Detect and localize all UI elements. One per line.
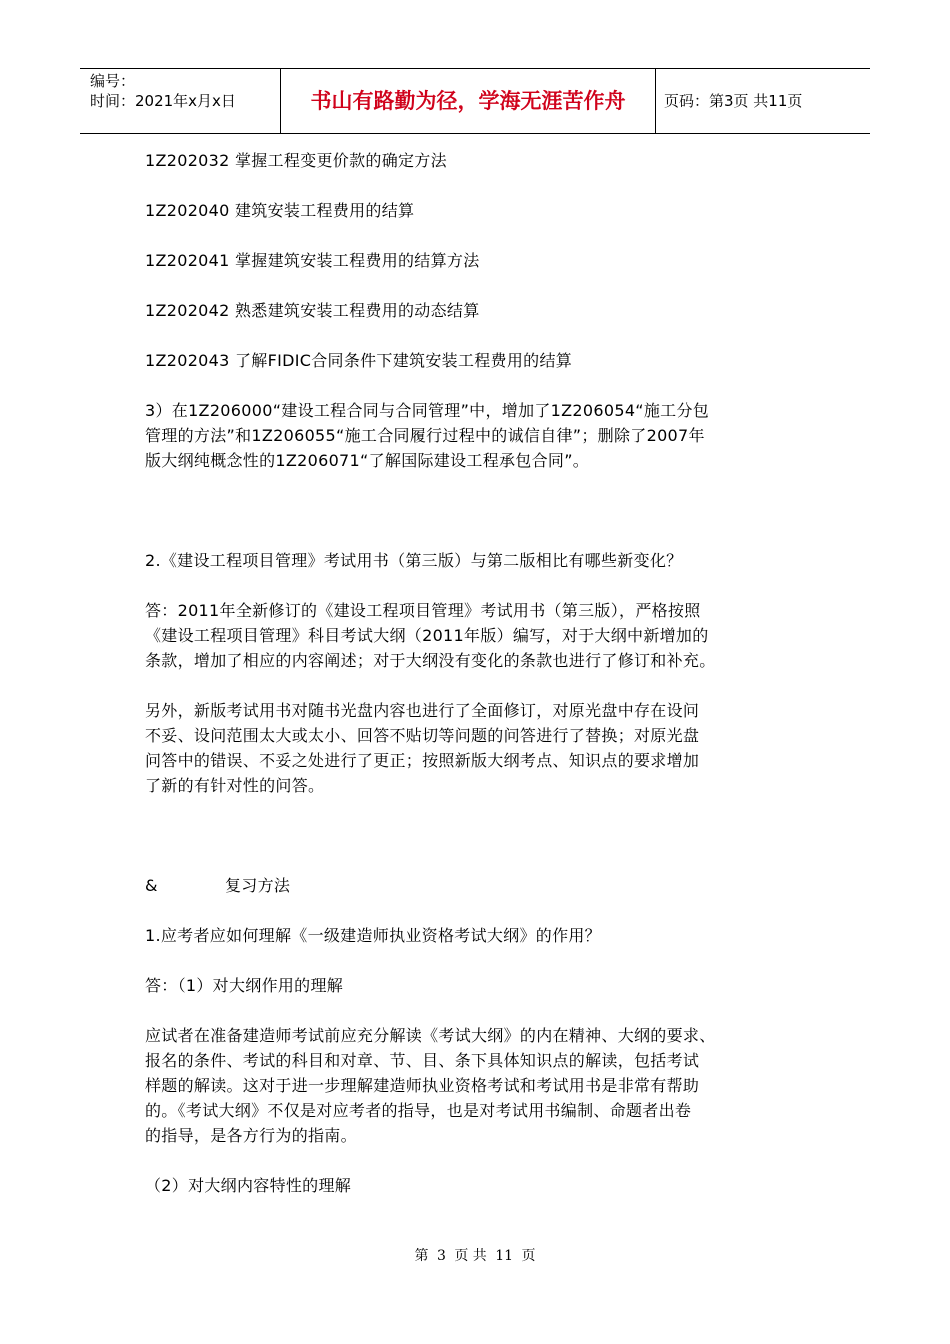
body-line: 1Z202042 熟悉建筑安装工程费用的动态结算: [145, 301, 480, 320]
answer-2-paragraph: [145, 598, 815, 673]
header-motto: 书山有路勤为径，学海无涯苦作舟: [280, 69, 656, 133]
paragraph-line: 的。《考试大纲》不仅是对应考者的指导，也是对考试用书编制、命题者出卷: [145, 1101, 692, 1120]
footer-total-pages: 11: [495, 1248, 514, 1264]
header-meta: [80, 69, 280, 133]
body-line: 1Z202032 掌握工程变更价款的确定方法: [145, 151, 447, 170]
question-2: 2.《建设工程项目管理》考试用书（第三版）与第二版相比有哪些新变化？: [145, 551, 683, 570]
footer-prefix: 第: [414, 1248, 429, 1264]
page-header: [80, 68, 870, 134]
paragraph-line: 版大纲纯概念性的1Z206071“了解国际建设工程承包合同”。: [145, 451, 590, 470]
answer-2-extra-paragraph: [145, 698, 815, 798]
paragraph-line: 条款，增加了相应的内容阐述；对于大纲没有变化的条款也进行了修订和补充。: [145, 651, 716, 670]
section-title: 复习方法: [225, 876, 291, 895]
section-mark: &: [145, 876, 158, 895]
paragraph-line: 答：2011年全新修订的《建设工程项目管理》考试用书（第三版），严格按照: [145, 601, 701, 620]
paragraph-line: 的指导，是各方行为的指南。: [145, 1126, 357, 1145]
footer-page-number: 3: [436, 1248, 446, 1264]
answer-1-heading: 答：（1）对大纲作用的理解: [145, 976, 344, 995]
paragraph-line: 应试者在准备建造师考试前应充分解读《考试大纲》的内在精神、大纲的要求、: [145, 1026, 716, 1045]
section-heading: [145, 873, 815, 898]
paragraph-line: 样题的解读。这对于进一步理解建造师执业资格考试和考试用书是非常有帮助: [145, 1076, 700, 1095]
body-line: 1Z202041 掌握建筑安装工程费用的结算方法: [145, 251, 480, 270]
body-line: 1Z202043 了解FIDIC合同条件下建筑安装工程费用的结算: [145, 351, 573, 370]
document-body: [145, 148, 815, 1198]
header-page-info: 页码：第3页 共11页: [664, 92, 803, 110]
page-footer: [0, 1245, 950, 1265]
question-1: 1.应考者应如何理解《一级建造师执业资格考试大纲》的作用？: [145, 926, 601, 945]
body-line: 1Z202040 建筑安装工程费用的结算: [145, 201, 415, 220]
paragraph-line: 了新的有针对性的问答。: [145, 776, 325, 795]
answer-1-subheading: （2）对大纲内容特性的理解: [145, 1176, 352, 1195]
footer-mid: 页 共: [454, 1248, 487, 1264]
answer-1-paragraph: [145, 1023, 815, 1148]
paragraph-line: 报名的条件、考试的科目和对章、节、目、条下具体知识点的解读，包括考试: [145, 1051, 700, 1070]
paragraph-line: 问答中的错误、不妥之处进行了更正；按照新版大纲考点、知识点的要求增加: [145, 751, 700, 770]
paragraph-line: 3）在1Z206000“建设工程合同与合同管理”中，增加了1Z206054“施工分包: [145, 401, 710, 420]
doc-time-label: 时间：2021年x月x日: [90, 92, 236, 110]
doc-number-label: 编号：: [90, 72, 136, 90]
footer-suffix: 页: [521, 1248, 536, 1264]
item-3-paragraph: [145, 398, 815, 473]
paragraph-line: 《建设工程项目管理》科目考试大纲（2011年版）编写，对于大纲中新增加的: [145, 626, 709, 645]
paragraph-line: 不妥、设问范围太大或太小、回答不贴切等问题的问答进行了替换；对原光盘: [145, 726, 700, 745]
paragraph-line: 另外，新版考试用书对随书光盘内容也进行了全面修订，对原光盘中存在设问: [145, 701, 700, 720]
paragraph-line: 管理的方法”和1Z206055“施工合同履行过程中的诚信自律”；删除了2007年: [145, 426, 705, 445]
